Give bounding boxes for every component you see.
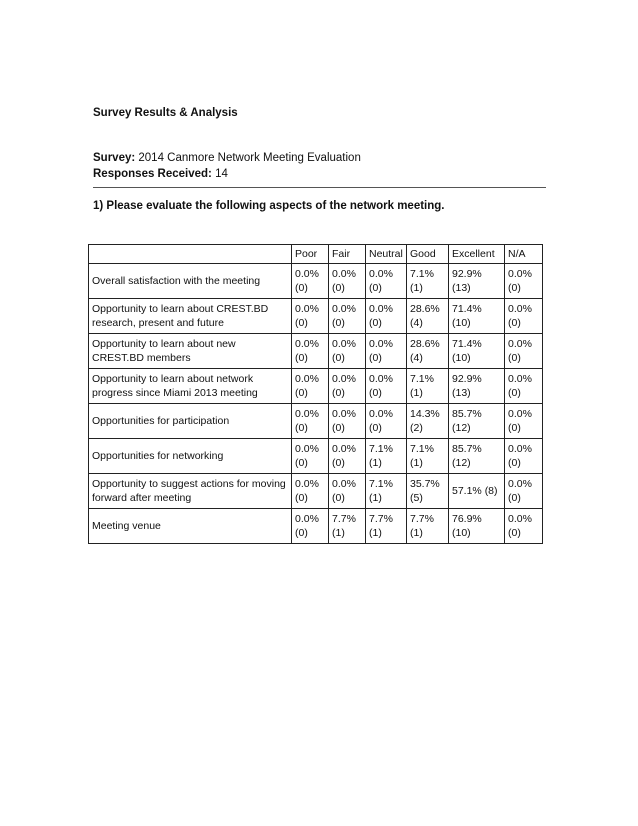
rating-cell xyxy=(366,439,407,474)
rating-percent: 0.0% xyxy=(508,408,532,420)
rating-cell xyxy=(449,439,505,474)
rating-count: (0) xyxy=(508,387,521,399)
rating-percent: 0.0% xyxy=(369,338,393,350)
rating-percent: 0.0% xyxy=(295,513,319,525)
rating-count: (0) xyxy=(369,317,382,329)
rating-count: (0) xyxy=(295,527,308,539)
rating-count: (0) xyxy=(332,492,345,504)
rating-count: (1) xyxy=(369,457,382,469)
rating-cell xyxy=(505,264,543,299)
rating-percent: 0.0% xyxy=(332,408,356,420)
rating-cell xyxy=(329,439,366,474)
header-excellent: Excellent xyxy=(449,245,505,264)
rating-percent: 0.0% xyxy=(508,373,532,385)
rating-percent: 0.0% xyxy=(295,408,319,420)
survey-name-line xyxy=(93,152,361,164)
rating-count: (2) xyxy=(410,422,423,434)
rating-cell xyxy=(329,404,366,439)
rating-cell xyxy=(407,439,449,474)
results-table xyxy=(88,244,543,544)
aspect-cell: Opportunity to learn about new CREST.BD members xyxy=(89,334,292,369)
rating-count: (4) xyxy=(410,352,423,364)
rating-percent: 0.0% xyxy=(369,303,393,315)
rating-cell xyxy=(505,439,543,474)
rating-cell xyxy=(292,299,329,334)
rating-cell xyxy=(366,474,407,509)
rating-cell xyxy=(366,299,407,334)
rating-percent: 0.0% xyxy=(508,303,532,315)
table-row xyxy=(89,369,543,404)
rating-cell xyxy=(449,264,505,299)
rating-percent: 0.0% xyxy=(295,338,319,350)
rating-cell xyxy=(329,264,366,299)
rating-cell xyxy=(407,509,449,544)
header-neutral: Neutral xyxy=(366,245,407,264)
rating-cell xyxy=(449,299,505,334)
rating-cell xyxy=(505,299,543,334)
rating-count: (0) xyxy=(508,457,521,469)
rating-percent: 71.4% xyxy=(452,303,482,315)
rating-cell xyxy=(292,474,329,509)
rating-count: (0) xyxy=(295,457,308,469)
rating-count: (0) xyxy=(369,422,382,434)
rating-percent: 0.0% xyxy=(295,268,319,280)
rating-cell xyxy=(292,334,329,369)
rating-cell xyxy=(366,334,407,369)
rating-cell xyxy=(449,334,505,369)
rating-count: (0) xyxy=(332,422,345,434)
rating-percent: 0.0% xyxy=(508,478,532,490)
rating-percent: 7.1% xyxy=(410,373,434,385)
aspect-cell: Meeting venue xyxy=(89,509,292,544)
rating-count: (13) xyxy=(452,282,471,294)
rating-cell xyxy=(407,334,449,369)
rating-count: (0) xyxy=(508,282,521,294)
rating-cell xyxy=(407,474,449,509)
survey-name: 2014 Canmore Network Meeting Evaluation xyxy=(138,152,361,164)
rating-count: (0) xyxy=(369,352,382,364)
rating-cell xyxy=(505,509,543,544)
section-divider xyxy=(93,187,546,188)
rating-cell xyxy=(449,474,505,509)
rating-count: (1) xyxy=(369,492,382,504)
header-aspect xyxy=(89,245,292,264)
rating-percent: 0.0% xyxy=(295,303,319,315)
rating-percent: 0.0% xyxy=(369,408,393,420)
rating-count: (10) xyxy=(452,527,471,539)
rating-cell xyxy=(407,404,449,439)
header-na: N/A xyxy=(505,245,543,264)
rating-cell xyxy=(292,264,329,299)
rating-count: (0) xyxy=(508,317,521,329)
rating-percent: 85.7% xyxy=(452,443,482,455)
rating-cell xyxy=(407,369,449,404)
rating-count: (5) xyxy=(410,492,423,504)
rating-cell xyxy=(329,369,366,404)
rating-percent: 35.7% xyxy=(410,478,440,490)
rating-count: (10) xyxy=(452,317,471,329)
rating-cell xyxy=(292,404,329,439)
table-row xyxy=(89,334,543,369)
rating-count: (10) xyxy=(452,352,471,364)
rating-count: (0) xyxy=(332,457,345,469)
table-row xyxy=(89,299,543,334)
rating-count: (13) xyxy=(452,387,471,399)
rating-count: (0) xyxy=(295,492,308,504)
rating-count: (1) xyxy=(332,527,345,539)
rating-percent: 28.6% xyxy=(410,338,440,350)
rating-percent: 85.7% xyxy=(452,408,482,420)
rating-cell xyxy=(407,299,449,334)
rating-percent: 92.9% xyxy=(452,268,482,280)
rating-percent: 0.0% xyxy=(332,443,356,455)
rating-count: (0) xyxy=(332,317,345,329)
rating-percent: 0.0% xyxy=(369,373,393,385)
rating-percent: 0.0% xyxy=(369,268,393,280)
rating-percent: 7.1% xyxy=(369,443,393,455)
rating-percent: 0.0% xyxy=(295,443,319,455)
rating-value: 57.1% (8) xyxy=(452,485,498,497)
rating-percent: 7.7% xyxy=(410,513,434,525)
rating-count: (1) xyxy=(410,282,423,294)
aspect-cell: Opportunities for participation xyxy=(89,404,292,439)
rating-percent: 28.6% xyxy=(410,303,440,315)
rating-count: (0) xyxy=(332,387,345,399)
rating-percent: 7.7% xyxy=(332,513,356,525)
rating-cell xyxy=(366,404,407,439)
rating-count: (0) xyxy=(295,387,308,399)
rating-cell xyxy=(292,439,329,474)
rating-cell xyxy=(449,509,505,544)
rating-percent: 71.4% xyxy=(452,338,482,350)
table-body xyxy=(89,264,543,544)
table-header-row xyxy=(89,245,543,264)
responses-label: Responses Received: xyxy=(93,168,212,180)
rating-count: (0) xyxy=(332,282,345,294)
rating-cell xyxy=(505,474,543,509)
table-row xyxy=(89,509,543,544)
rating-count: (0) xyxy=(332,352,345,364)
rating-percent: 0.0% xyxy=(508,513,532,525)
rating-count: (0) xyxy=(508,492,521,504)
header-poor: Poor xyxy=(292,245,329,264)
rating-count: (0) xyxy=(508,422,521,434)
rating-count: (0) xyxy=(295,422,308,434)
rating-cell xyxy=(366,264,407,299)
rating-percent: 0.0% xyxy=(332,338,356,350)
rating-cell xyxy=(292,369,329,404)
rating-cell xyxy=(292,509,329,544)
rating-count: (12) xyxy=(452,422,471,434)
rating-cell xyxy=(449,404,505,439)
rating-count: (0) xyxy=(369,282,382,294)
rating-percent: 0.0% xyxy=(295,373,319,385)
rating-count: (0) xyxy=(295,352,308,364)
rating-percent: 7.7% xyxy=(369,513,393,525)
table-row xyxy=(89,474,543,509)
rating-count: (1) xyxy=(410,457,423,469)
document-title: Survey Results & Analysis xyxy=(93,107,238,119)
rating-count: (0) xyxy=(295,282,308,294)
rating-percent: 0.0% xyxy=(508,268,532,280)
rating-cell xyxy=(329,474,366,509)
rating-percent: 7.1% xyxy=(369,478,393,490)
rating-count: (1) xyxy=(410,387,423,399)
header-good: Good xyxy=(407,245,449,264)
aspect-cell: Opportunities for networking xyxy=(89,439,292,474)
rating-count: (0) xyxy=(369,387,382,399)
rating-percent: 7.1% xyxy=(410,443,434,455)
question-heading: 1) Please evaluate the following aspects of the network meeting. xyxy=(93,200,445,212)
table-row xyxy=(89,439,543,474)
rating-percent: 76.9% xyxy=(452,513,482,525)
rating-count: (0) xyxy=(508,527,521,539)
table-row xyxy=(89,264,543,299)
rating-percent: 0.0% xyxy=(332,268,356,280)
rating-cell xyxy=(505,404,543,439)
survey-label: Survey: xyxy=(93,152,136,164)
rating-cell xyxy=(329,334,366,369)
rating-cell xyxy=(505,369,543,404)
rating-percent: 0.0% xyxy=(508,443,532,455)
aspect-cell: Overall satisfaction with the meeting xyxy=(89,264,292,299)
rating-percent: 92.9% xyxy=(452,373,482,385)
rating-count: (12) xyxy=(452,457,471,469)
rating-percent: 0.0% xyxy=(332,478,356,490)
aspect-cell: Opportunity to learn about CREST.BD research, present and future xyxy=(89,299,292,334)
rating-cell xyxy=(366,369,407,404)
rating-cell xyxy=(329,509,366,544)
aspect-cell: Opportunity to suggest actions for moving forward after meeting xyxy=(89,474,292,509)
rating-count: (0) xyxy=(295,317,308,329)
rating-count: (4) xyxy=(410,317,423,329)
aspect-cell: Opportunity to learn about network progress since Miami 2013 meeting xyxy=(89,369,292,404)
rating-cell xyxy=(407,264,449,299)
rating-percent: 0.0% xyxy=(332,373,356,385)
rating-percent: 0.0% xyxy=(508,338,532,350)
rating-percent: 0.0% xyxy=(332,303,356,315)
responses-line xyxy=(93,168,228,180)
rating-count: (1) xyxy=(410,527,423,539)
rating-count: (1) xyxy=(369,527,382,539)
rating-cell xyxy=(329,299,366,334)
header-fair: Fair xyxy=(329,245,366,264)
rating-cell xyxy=(505,334,543,369)
rating-count: (0) xyxy=(508,352,521,364)
rating-cell xyxy=(366,509,407,544)
table-row xyxy=(89,404,543,439)
rating-cell xyxy=(449,369,505,404)
rating-percent: 14.3% xyxy=(410,408,440,420)
rating-percent: 0.0% xyxy=(295,478,319,490)
responses-count: 14 xyxy=(215,168,228,180)
rating-percent: 7.1% xyxy=(410,268,434,280)
